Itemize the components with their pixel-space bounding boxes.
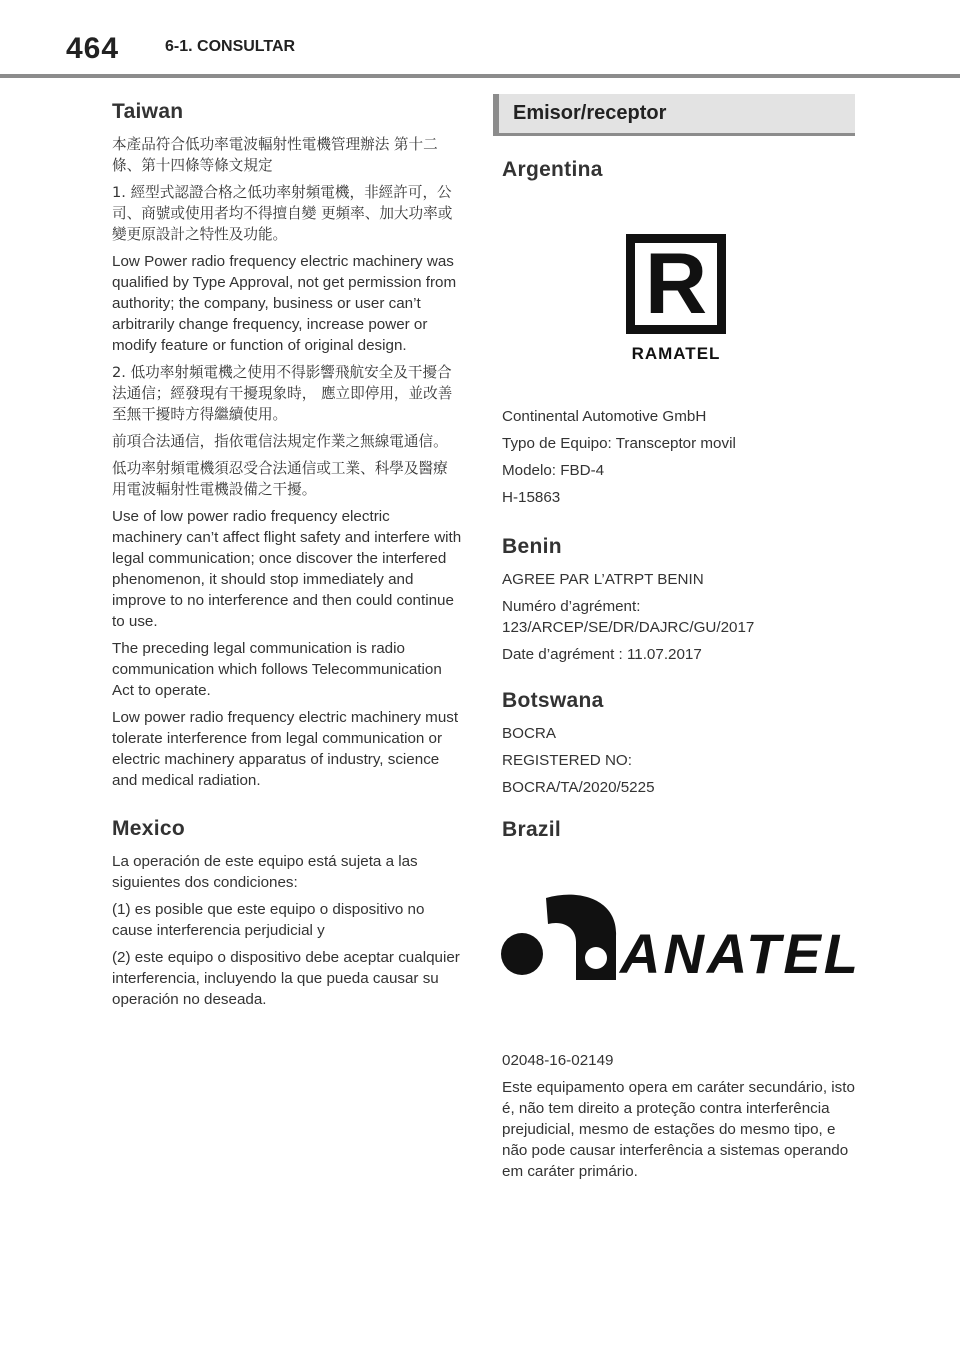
benin-heading: Benin — [502, 535, 562, 558]
botswana-section — [502, 689, 855, 804]
taiwan-paragraph: 2. 低功率射頻電機之使用不得影響飛航安全及干擾合法通信；經發現有干擾現象時， 應立即停用，並改善至無干擾時方得繼續使用。 — [112, 364, 453, 423]
benin-section — [502, 535, 855, 671]
section-title: 6-1. CONSULTAR — [165, 38, 296, 55]
botswana-line: BOCRA/TA/2020/5225 — [502, 779, 655, 796]
brazil-code: 02048-16-02149 — [502, 1052, 614, 1069]
brazil-heading: Brazil — [502, 818, 561, 841]
mexico-paragraph: La operación de este equipo está sujeta a las siguientes dos condiciones: — [112, 853, 418, 891]
argentina-section — [502, 158, 855, 192]
brazil-details — [502, 1050, 855, 1188]
banner-title: Emisor/receptor — [513, 102, 667, 124]
taiwan-paragraph: 1. 經型式認證合格之低功率射頻電機，非經許可，公司、商號或使用者均不得擅自變 更頻率、加大功率或變更原設計之特性及功能。 — [112, 184, 453, 243]
taiwan-paragraph: Low Power radio frequency electric machinery was qualified by Type Approval, not get permission from authority; the company, business or user can’t arbitrarily change frequency, increase power or modify feature or function of original design. — [112, 253, 457, 354]
argentina-line: H-15863 — [502, 489, 561, 506]
mexico-heading: Mexico — [112, 817, 185, 840]
page-header — [0, 0, 960, 80]
taiwan-paragraph: 本產品符合低功率電波輻射性電機管理辦法 第十二條、第十四條等條文規定 — [112, 136, 438, 174]
ramatel-logo — [620, 232, 732, 364]
brazil-section — [502, 818, 855, 852]
argentina-heading: Argentina — [502, 158, 603, 181]
benin-line: AGREE PAR L’ATRPT BENIN — [502, 571, 704, 588]
anatel-logo — [500, 892, 861, 985]
argentina-line: Typo de Equipo: Transceptor movil — [502, 435, 736, 452]
botswana-line: REGISTERED NO: — [502, 752, 632, 769]
taiwan-paragraph: The preceding legal communication is radio communication which follows Telecommunication Act to operate. — [112, 640, 442, 699]
argentina-line: Continental Automotive GmbH — [502, 408, 707, 425]
ramatel-logo-letter: R — [644, 236, 708, 332]
benin-line: Numéro d’agrément: 123/ARCEP/SE/DR/DAJRC/GU/2017 — [502, 598, 755, 636]
header-divider — [0, 74, 960, 78]
emisor-receptor-banner — [493, 94, 855, 136]
anatel-emblem-icon — [500, 892, 620, 984]
botswana-heading: Botswana — [502, 689, 604, 712]
mexico-section — [112, 817, 462, 1010]
brazil-paragraph: Este equipamento opera em caráter secundário, isto é, não tem direito a proteção contra interferência prejudicial, mesmo de estações do mesmo tipo, e não pode causar interferência a sistemas operando em caráter primário. — [502, 1079, 855, 1180]
anatel-logo-text: ANATEL — [620, 922, 861, 985]
page-number: 464 — [66, 32, 120, 65]
argentina-line: Modelo: FBD-4 — [502, 462, 605, 479]
mexico-paragraph: (1) es posible que este equipo o dispositivo no cause interferencia perjudicial y — [112, 901, 425, 939]
taiwan-paragraph: Low power radio frequency electric machinery must tolerate interference from legal communication or electric machinery apparatus of industry, science and medical radiation. — [112, 709, 459, 789]
botswana-line: BOCRA — [502, 725, 557, 742]
mexico-paragraph: (2) este equipo o dispositivo debe aceptar cualquier interferencia, incluyendo la que pueda causar su operación no deseada. — [112, 949, 460, 1008]
banner-accent-bar — [493, 94, 499, 136]
taiwan-paragraph: 低功率射頻電機須忍受合法通信或工業、科學及醫療用電波輻射性電機設備之干擾。 — [112, 460, 448, 498]
ramatel-logo-text: RAMATEL — [631, 344, 721, 363]
left-column — [112, 100, 462, 1016]
taiwan-heading: Taiwan — [112, 100, 184, 123]
taiwan-paragraph: 前項合法通信，指依電信法規定作業之無線電通信。 — [112, 433, 448, 450]
taiwan-paragraph: Use of low power radio frequency electric machinery can’t affect flight safety and interfere with legal communication; once discover the interfered phenomenon, it should stop immediately and improve to no interference and then could continue to use. — [112, 508, 462, 630]
taiwan-section — [112, 100, 462, 791]
argentina-details — [502, 406, 855, 514]
benin-line: Date d’agrément : 11.07.2017 — [502, 646, 702, 663]
